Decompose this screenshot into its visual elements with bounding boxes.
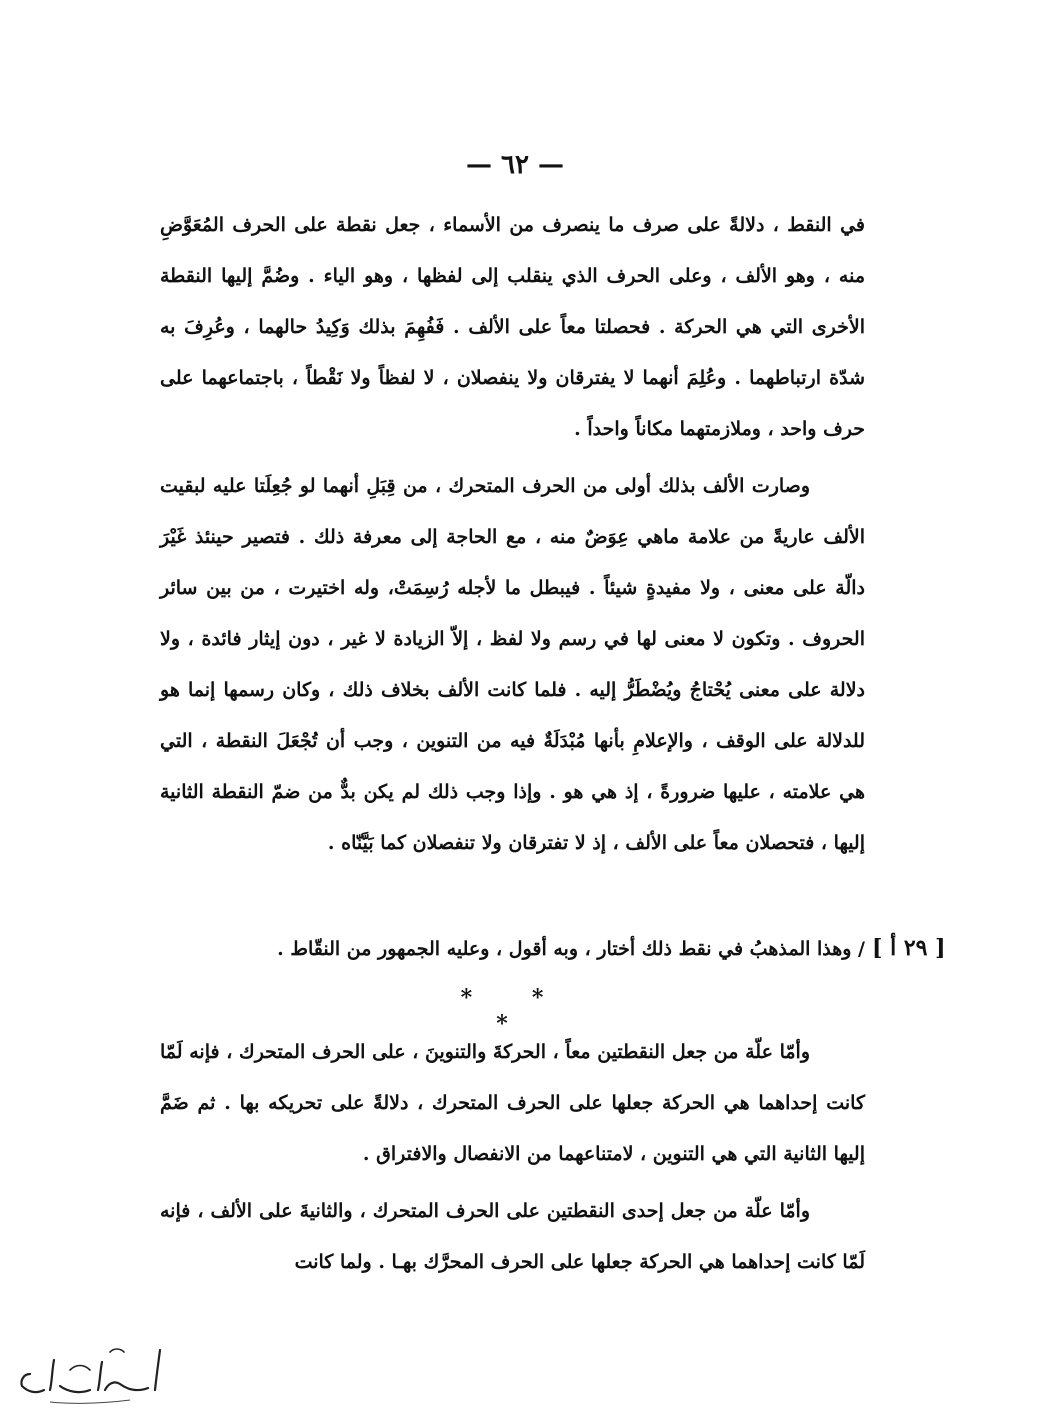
paragraph-text: وأمّا علّة من جعل النقطتين معاً ، الحركةَ والتنوينَ ، على الحرف المتحرك ، فإنه لَمّا كانت إحداهما هي الحركة جعلها على الحرف المتحرك ، دلالةً على تحريكه بها . ثم ضَمَّ إليها الثانية التي هي التنوين ، لامتناعهما من الانفصال والافتراق .: [160, 1041, 865, 1165]
folio-marker: [ ٢٩ أ ]: [872, 935, 946, 961]
page-number: — ٦٢ —: [465, 150, 565, 180]
paragraph-text: وأمّا علّة من جعل إحدى النقطتين على الحرف المتحرك ، والثانيةَ على الألف ، فإنه لَمّا كانت إحداهما هي الحركة جعلها على الحرف المحرَّك بهـا . ولما كانت: [160, 1200, 865, 1273]
calligraphy-stamp-icon: [10, 1340, 170, 1410]
paragraph-4: [160, 1027, 865, 1180]
section-separator: * * *: [460, 985, 570, 1037]
paragraph-text: / وهذا المذهبُ في نقط ذلك أختار ، وبه أقول ، وعليه الجمهور من النقّاط .: [277, 938, 865, 960]
paragraph-5: [160, 1186, 865, 1288]
paragraph-1: [160, 200, 865, 455]
paragraph-3: [160, 924, 865, 975]
paragraph-text: وصارت الألف بذلك أولى من الحرف المتحرك ، من قِبَلِ أنهما لو جُعِلَتا عليه لبقيت الألف عاريةً من علامة ماهي عِوَضٌ منه ، مع الحاجة إلى معرفة ذلك . فتصير حينئذ غَيْرَ دالّة على معنى ، ولا مفيدةٍ شيئاً . فيبطل ما لأجله رُسِمَتْ، وله اختيرت ، من بين سائر الحروف . وتكون لا معنى لها في رسم ولا لفظ ، إلاّ الزيادة لا غير ، دون إيثار فائدة ، ولا دلالة على معنى يُحْتاجُ ويُضْطَرُّ إليه . فلما كانت الألف بخلاف ذلك ، وكان رسمها إنما هو للدلالة على الوقف ، والإعلامِ بأنها مُبْدَلَةٌ فيه من التنوين ، وجب أن تُجْعَلَ النقطة ، التي هي علامته ، عليها ضرورةً ، إذ هي هو . وإذا وجب ذلك لم يكن بدٌّ من ضمّ النقطة الثانية إليها ، فتحصلان معاً على الألف ، إذ لا تفترقان ولا تنفصلان كما بَيَّنّاه .: [160, 475, 865, 854]
paragraph-text: في النقط ، دلالةً على صرف ما ينصرف من الأسماء ، جعل نقطة على الحرف المُعَوَّضِ منه ، وهو الألف ، وعلى الحرف الذي ينقلب إلى لفظها ، وهو الياء . وضُمَّ إليها النقطة الأخرى التي هي الحركة . فحصلتا معاً على الألف . فَفُهِمَ بذلك وَكِيدُ حالهما ، وعُرِفَ به شدّة ارتباطهما . وعُلِمَ أنهما لا يفترقان ولا ينفصلان ، لا لفظاً ولا نَقْطاً ، باجتماعهما على حرف واحد ، وملازمتهما مكاناً واحداً .: [160, 214, 865, 440]
paragraph-2: [160, 461, 865, 869]
